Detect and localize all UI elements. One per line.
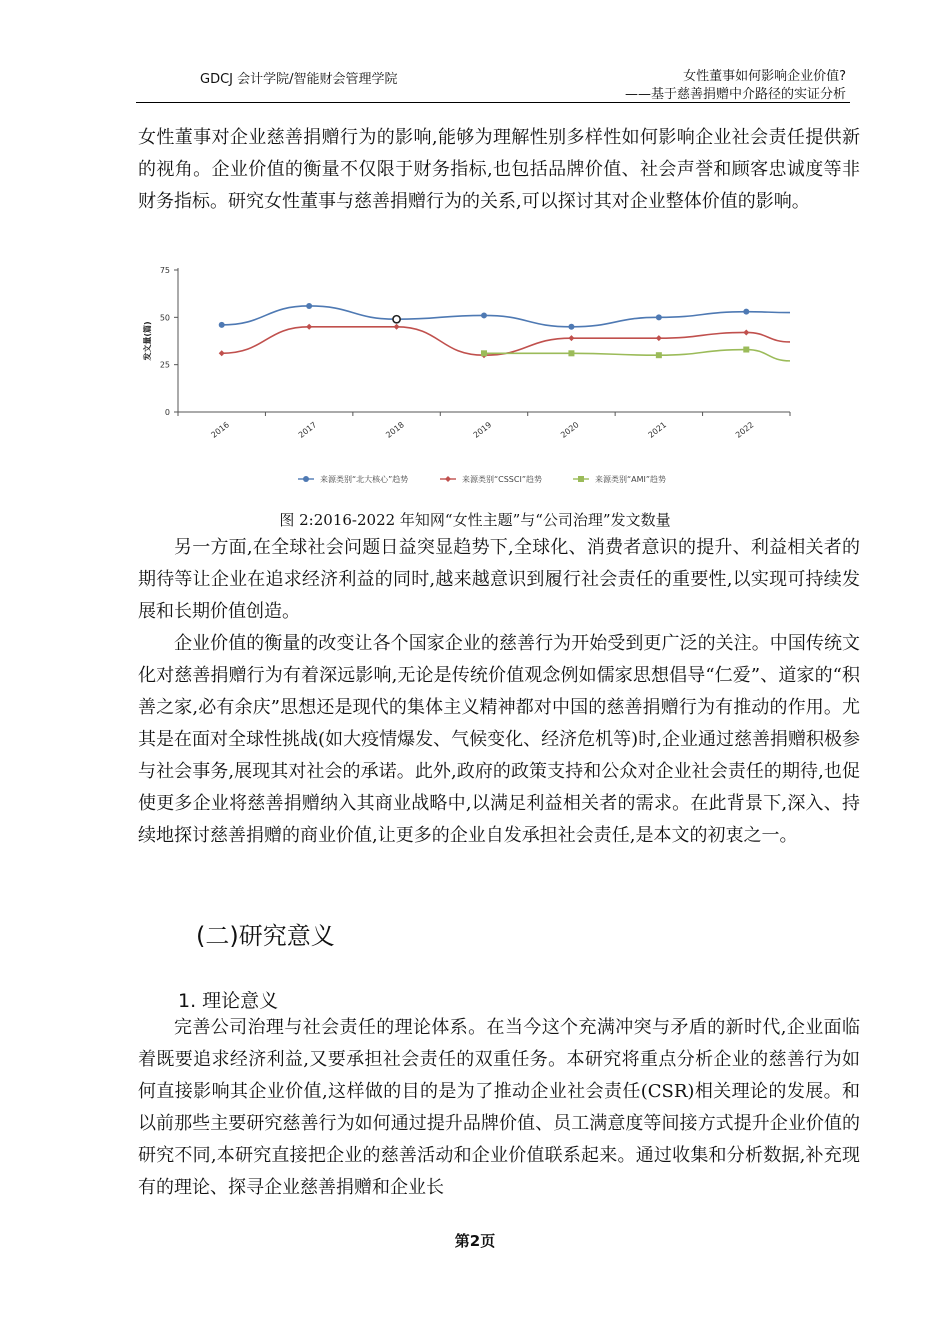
legend-marker [445,476,451,482]
y-tick-label: 25 [159,360,170,370]
paragraph-1: 女性董事对企业慈善捐赠行为的影响,能够为理解性别多样性如何影响企业社会责任提供新的视角。企业价值的衡量不仅限于财务指标,也包括品牌价值、社会声誉和顾客忠诚度等非财务指标。研究女性董事与慈善捐赠行为的关系,可以探讨其对企业整体价值的影响。 [138,127,860,212]
y-tick-label: 0 [164,408,170,417]
data-point [743,347,749,353]
chart-legend [298,474,666,484]
header-title: 女性董事如何影响企业价值? [683,69,846,84]
legend-label: 来源类别“AMI”趋势 [595,475,667,484]
data-point [568,335,574,341]
x-tick-label: 2019 [471,420,494,440]
data-point [481,312,487,318]
data-point [656,352,662,358]
paragraph-3: 企业价值的衡量的改变让各个国家企业的慈善行为开始受到更广泛的关注。中国传统文化对慈善捐赠行为有着深远影响,无论是传统价值观念例如儒家思想倡导“仁爱”、道家的“积善之家,必有余庆”思想还是现代的集体主义精神都对中国的慈善捐赠行为有推动的作用。尤其是在面对全球性挑战(如大疫情爆发、气候变化、经济危机等)时,企业通过慈善捐赠积极参与社会事务,展现其对社会的承诺。此外,政府的政策支持和公众对企业社会责任的期待,也促使更多企业将慈善捐赠纳入其商业战略中,以满足利益相关者的需求。在此背景下,深入、持续地探讨慈善捐赠的商业价值,让更多的企业自发承担社会责任,是本文的初衷之一。 [138,633,860,846]
header-subtitle: ——基于慈善捐赠中介路径的实证分析 [624,87,846,102]
data-point [394,324,400,330]
y-tick-label: 75 [159,266,170,275]
x-tick-label: 2022 [733,420,756,440]
x-tick-label: 2018 [384,420,406,440]
subsection-heading: 1. 理论意义 [178,990,279,1012]
series-line-1 [222,306,790,327]
header-rule [136,102,850,103]
data-point [306,303,312,309]
paragraph-4: 完善公司治理与社会责任的理论体系。在当今这个充满冲突与矛盾的新时代,企业面临着既要追求经济利益,又要承担社会责任的双重任务。本研究将重点分析企业的慈善行为如何直接影响其企业价值,这样做的目的是为了推动企业社会责任(CSR)相关理论的发展。和以前那些主要研究慈善行为如何通过提升品牌价值、员工满意度等间接方式提升企业价值的研究不同,本研究直接把企业的慈善活动和企业价值联系起来。通过收集和分析数据,补充现有的理论、探寻企业慈善捐赠和企业长 [138,1017,860,1198]
page-number: 第2页 [454,1232,496,1250]
legend-marker [303,476,309,482]
section-heading: (二)研究意义 [196,922,335,950]
data-point [306,324,312,330]
data-point [219,322,225,328]
x-tick-label: 2016 [209,420,231,440]
legend-marker [578,476,584,482]
chart-series [219,303,790,361]
figure-caption: 图 2:2016-2022 年知网“女性主题”与“公司治理”发文数量 [279,511,671,529]
page-header-left: GDCJ 会计学院/智能财会管理学院 [200,72,398,87]
data-point [743,329,749,335]
data-point [219,350,225,356]
line-chart [138,258,808,498]
series-line-2 [222,327,790,355]
legend-label: 来源类别“北大核心”趋势 [320,475,409,484]
y-axis-label: 发文量(篇) [143,321,152,361]
x-tick-label: 2020 [559,420,581,440]
data-point [568,324,574,330]
y-tick-label: 50 [159,313,170,323]
x-tick-label: 2017 [296,420,319,440]
data-point [743,309,749,315]
data-point [656,335,662,341]
paragraph-2: 另一方面,在全球社会问题日益突显趋势下,全球化、消费者意识的提升、利益相关者的期待等让企业在追求经济利益的同时,越来越意识到履行社会责任的重要性,以实现可持续发展和长期价值创造。 [138,537,860,622]
highlighted-point [393,316,400,323]
data-point [568,350,574,356]
legend-label: 来源类别“CSSCI”趋势 [462,475,542,484]
page-header-right [625,68,846,104]
x-tick-label: 2021 [646,420,669,440]
data-point [656,314,662,320]
data-point [481,350,487,356]
